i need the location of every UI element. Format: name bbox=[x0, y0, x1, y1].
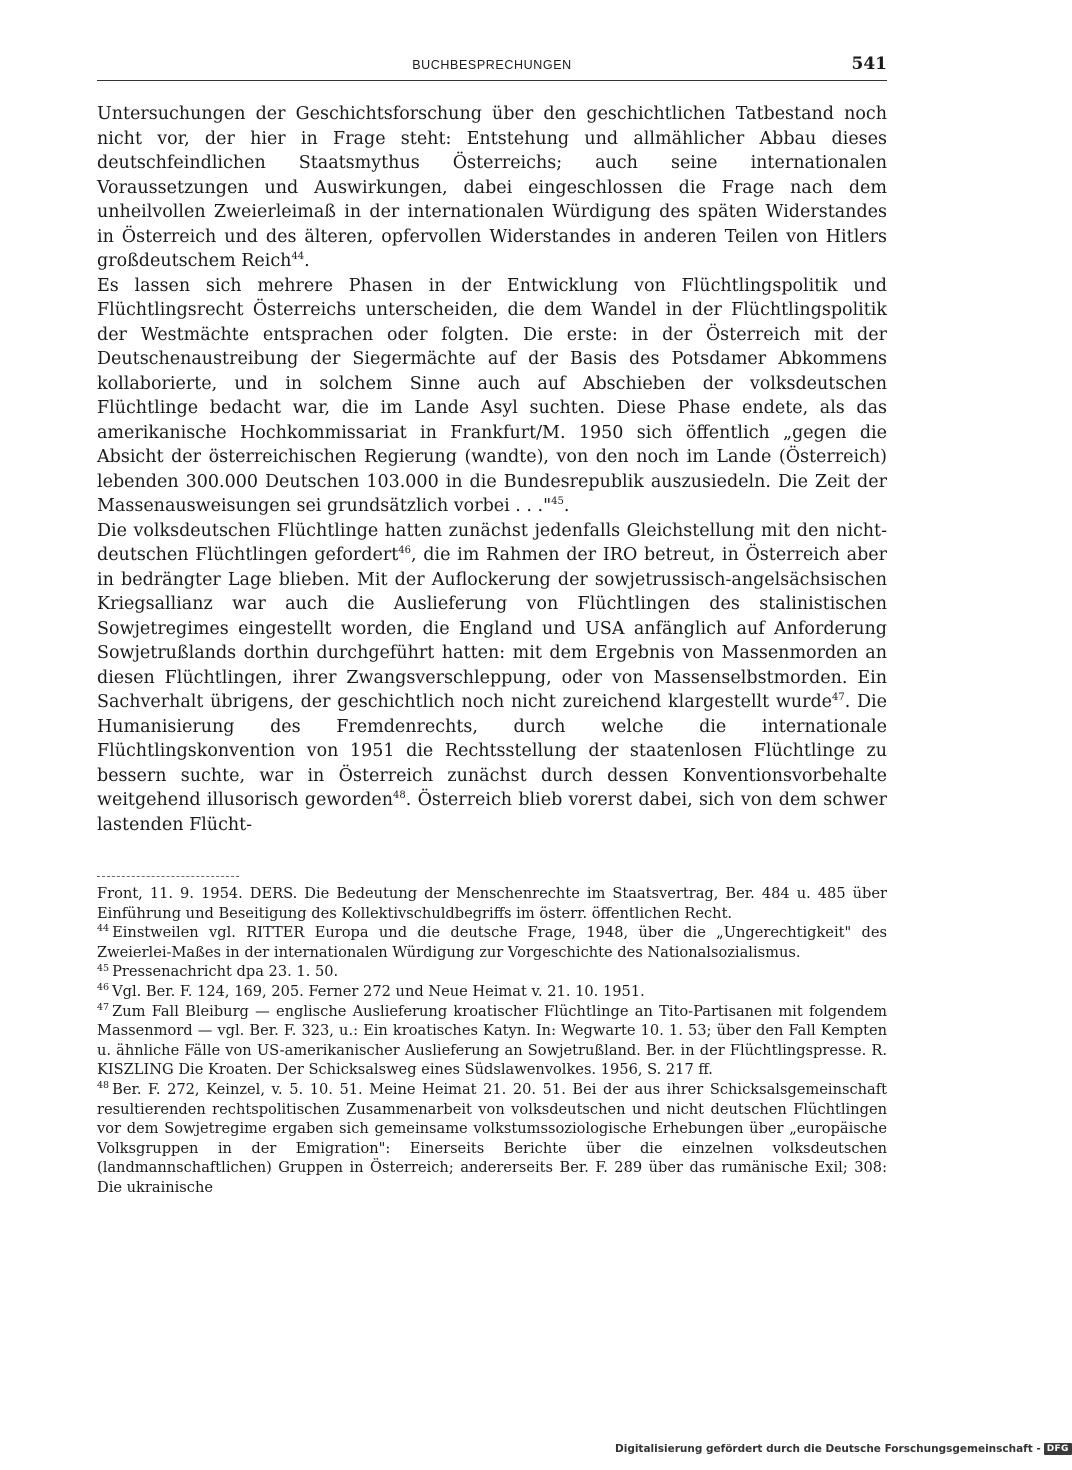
footnote-number: 47 bbox=[97, 1001, 110, 1013]
body-text bbox=[97, 102, 887, 837]
footnote: $^{46}$ Vgl. Ber. F. 124, 169, 205. Ferner 272 und Neue Heimat v. 21. 10. 1951. bbox=[97, 982, 645, 1000]
header-rule bbox=[97, 80, 887, 81]
page-number: 541 bbox=[851, 54, 887, 74]
footnote-number: 45 bbox=[97, 962, 110, 974]
footnote-separator bbox=[97, 876, 239, 877]
dfg-logo: DFG bbox=[1044, 1443, 1072, 1455]
footnote: Front, 11. 9. 1954. DERS. Die Bedeutung der Menschenrechte im Staatsvertrag, Ber. 484 u. 485 über Einführung und Beseitigung des Kollektivschuldbegriffs im österr. öffentlichen Recht. bbox=[97, 885, 887, 922]
footnote-reference: 46 bbox=[398, 545, 411, 557]
running-head bbox=[97, 54, 887, 80]
paragraph: Die volksdeutschen Flüchtlinge hatten zunächst jedenfalls Gleichstellung mit den nicht-deutschen Flüchtlingen gefordert$^{46}$, die im Rahmen der IRO betreut, in Österreich aber in bedrängter Lage blieben. Mit der Auflockerung der sowjetrussisch-angelsächsischen Kriegsallianz war auch die Auslieferung von Flüchtlingen des stalinistischen Sowjetregimes eingestellt worden, die England und USA anfänglich auf Anforderung Sowjetrußlands dorthin durchgeführt hatten: mit dem Ergebnis von Massenmorden an diesen Flüchtlingen, ihrer Zwangsverschleppung, oder von Massenselbstmorden. Ein Sachverhalt übrigens, der geschichtlich noch nicht zureichend klargestellt wurde$^{47}$. Die Humanisierung des Fremdenrechts, durch welche die internationale Flüchtlingskonvention von 1951 die Rechtsstellung der staatenlosen Flüchtlinge zu bessern suchte, war in Österreich zunächst durch dessen Konventionsvorbehalte weitgehend illusorisch geworden$^{48}$. Österreich blieb vorerst dabei, sich von dem schwer lastenden Flücht- bbox=[97, 520, 887, 835]
footnote-reference: 48 bbox=[393, 790, 406, 802]
footnote-reference: 47 bbox=[832, 692, 845, 704]
footnote: $^{45}$ Pressenachricht dpa 23. 1. 50. bbox=[97, 962, 339, 981]
credit-text: Digitalisierung gefördert durch die Deutsche Forschungsgemeinschaft - bbox=[615, 1443, 1041, 1455]
footnote: $^{48}$ Ber. F. 272, Keinzel, v. 5. 10. 51. Meine Heimat 21. 20. 51. Bei der aus ihrer Schicksalsgemeinschaft resultierenden rechtspolitischen Zusammenarbeit von volksdeutschen und nicht deutschen Flüchtlingen vor dem Sowjetregime ergaben sich gemeinsame volkstumssoziologische Erhebungen über „europäische Volksgruppen in der Emigration": Einerseits Berichte über die einzelnen volksdeutschen (landmannschaftlichen) Gruppen in Österreich; andererseits Ber. F. 289 über das rumänische Exil; 308: Die ukrainische bbox=[97, 1080, 887, 1196]
footnote-reference: 45 bbox=[551, 496, 564, 508]
footnote-number: 48 bbox=[97, 1080, 110, 1092]
digitization-credit bbox=[615, 1441, 1072, 1457]
footnote: $^{47}$ Zum Fall Bleiburg — englische Auslieferung kroatischer Flüchtlinge an Tito-Partisanen mit folgendem Massenmord — vgl. Ber. F. 323, u.: Ein kroatisches Katyn. In: Wegwarte 10. 1. 53; über den Fall Kempten u. ähnliche Fälle von US-amerikanischer Auslieferung an Sowjetrußland. Ber. in der Flüchtlingspresse. R. KISZLING Die Kroaten. Der Schicksalsweg eines Südslawenvolkes. 1956, S. 217 ff. bbox=[97, 1001, 887, 1079]
footnotes bbox=[97, 884, 887, 1198]
footnote: $^{44}$ Einstweilen vgl. RITTER Europa und die deutsche Frage, 1948, über die „Ungerechtigkeit" des Zweierlei-Maßes in der internationalen Würdigung zur Vorgeschichte des Nationalsozialismus. bbox=[97, 923, 887, 961]
footnote-reference: 44 bbox=[291, 251, 305, 263]
paragraph: Untersuchungen der Geschichtsforschung über den geschichtlichen Tatbestand noch nicht vor, der hier in Frage steht: Entstehung und allmählicher Abbau dieses deutschfeindlichen Staatsmythus Österreichs; auch seine internationalen Voraussetzungen und Auswirkungen, dabei eingeschlossen die Frage nach dem unheilvollen Zweierleimaß in der internationalen Würdigung des späten Widerstandes in Österreich und des älteren, opfervollen Widerstandes in anderen Teilen von Hitlers großdeutschem Reich$^{44}$. bbox=[97, 104, 887, 271]
paragraph: Es lassen sich mehrere Phasen in der Entwicklung von Flüchtlingspolitik und Flüchtlingsrecht Österreichs unterscheiden, die dem Wandel in der Flüchtlingspolitik der Westmächte entsprachen oder folgten. Die erste: in der Österreich mit der Deutschenaustreibung der Siegermächte auf der Basis des Potsdamer Abkommens kollaborierte, und in solchem Sinne auch auf Abschieben der volksdeutschen Flüchtlinge bedacht war, die im Lande Asyl suchten. Diese Phase endete, als das amerikanische Hochkommissariat in Frankfurt/M. 1950 sich öffentlich „gegen die Absicht der österreichischen Regierung (wandte), von den noch im Lande (Österreich) lebenden 300.000 Deutschen 103.000 in die Bundesrepublik auszusiedeln. Die Zeit der Massenausweisungen sei grundsätzlich vorbei . . ."$^{45}$. bbox=[97, 275, 887, 516]
footnote-number: 44 bbox=[97, 923, 110, 935]
running-title: BUCHBESPRECHUNGEN bbox=[412, 58, 572, 72]
footnote-number: 46 bbox=[97, 982, 110, 994]
